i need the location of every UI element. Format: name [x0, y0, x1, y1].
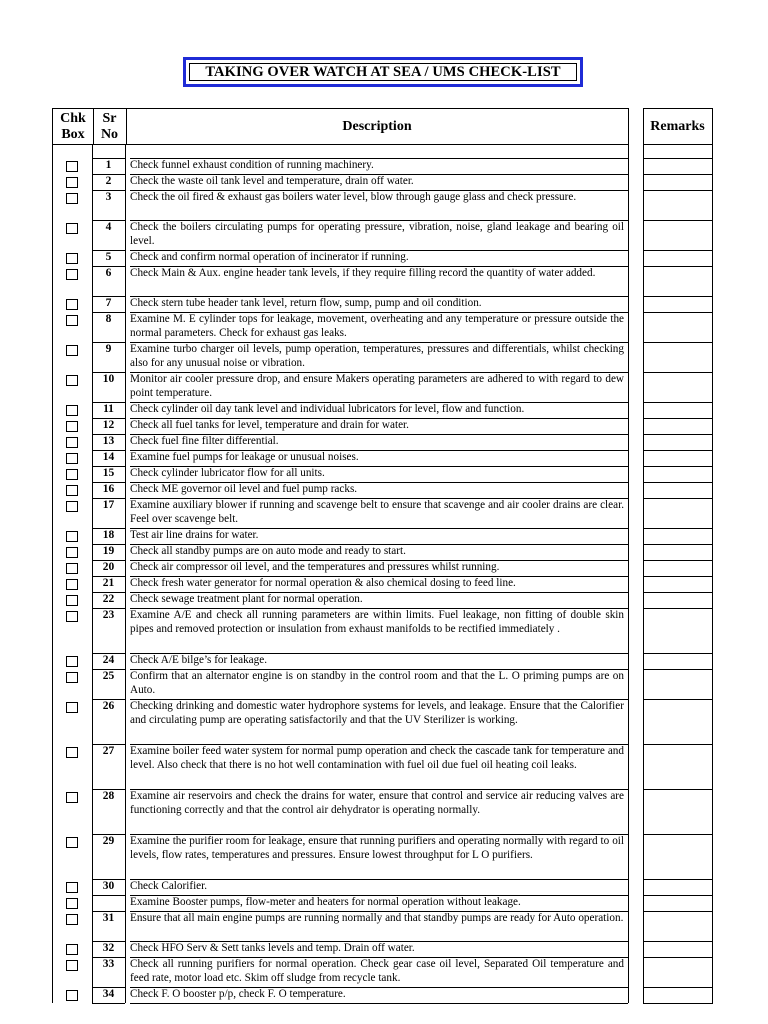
- table-row: [52, 342, 628, 372]
- table-row: [52, 834, 628, 879]
- table-row: [52, 296, 628, 312]
- checkbox[interactable]: [66, 501, 78, 512]
- table-row: [52, 220, 628, 250]
- row-description: Check Main & Aux. engine header tank levels, if they require filling record the quantity of water added.: [130, 267, 596, 279]
- table-row: [52, 789, 628, 834]
- table-row: [52, 576, 628, 592]
- row-description: Check A/E bilge’s for leakage.: [130, 654, 268, 666]
- serial-number: 15: [102, 467, 115, 479]
- row-description: Check and confirm normal operation of incinerator if running.: [130, 251, 409, 263]
- table-row: [52, 987, 628, 1003]
- table-row: [52, 158, 628, 174]
- table-row: [52, 560, 628, 576]
- row-description: Examine air reservoirs and check the drains for water, ensure that control and service air reducing valves are functioning correctly and that the control air dehydrator is operating normally.: [130, 790, 624, 816]
- header-description: Description: [342, 119, 412, 134]
- row-description: Check all fuel tanks for level, temperature and drain for water.: [130, 419, 409, 431]
- title-box: [183, 57, 583, 87]
- remarks-row-divider: [643, 560, 713, 561]
- row-description: Check cylinder lubricator flow for all units.: [130, 467, 325, 479]
- remarks-row-divider: [643, 911, 713, 912]
- remarks-row-divider: [643, 879, 713, 880]
- serial-number: 24: [102, 654, 115, 666]
- remarks-row-divider: [643, 466, 713, 467]
- checkbox[interactable]: [66, 193, 78, 204]
- serial-number: 29: [102, 835, 115, 847]
- row-description: Examine auxiliary blower if running and scavenge belt to ensure that scavenge and air cooler drains are clear. Feel over scavenge belt.: [130, 499, 624, 525]
- serial-number: [92, 895, 125, 896]
- row-description: Examine Booster pumps, flow-meter and heaters for normal operation without leakage.: [130, 896, 521, 908]
- table-row: [52, 434, 628, 450]
- checkbox[interactable]: [66, 837, 78, 848]
- remarks-row-divider: [643, 174, 713, 175]
- header-chk-box: Chk Box: [60, 111, 86, 142]
- table-row: [52, 744, 628, 789]
- remarks-row-divider: [643, 220, 713, 221]
- row-description: Check cylinder oil day tank level and individual lubricators for level, flow and function.: [130, 403, 525, 415]
- row-description: Monitor air cooler pressure drop, and ensure Makers operating parameters are adhered to with regard to dew point temperature.: [130, 373, 624, 399]
- table-row: [52, 250, 628, 266]
- remarks-row-divider: [643, 342, 713, 343]
- table-row: [52, 895, 628, 911]
- remarks-row-divider: [643, 498, 713, 499]
- table-row: [52, 402, 628, 418]
- table-header: [52, 108, 629, 145]
- row-divider: [130, 1003, 628, 1004]
- checkbox[interactable]: [66, 345, 78, 356]
- checkbox[interactable]: [66, 990, 78, 1001]
- checkbox[interactable]: [66, 547, 78, 558]
- row-description: Check funnel exhaust condition of running machinery.: [130, 159, 374, 171]
- row-description: Check fuel fine filter differential.: [130, 435, 279, 447]
- checkbox[interactable]: [66, 315, 78, 326]
- table-row: [52, 482, 628, 498]
- checkbox[interactable]: [66, 563, 78, 574]
- row-description: Examine boiler feed water system for normal pump operation and check the cascade tank for temperature and level. Also check that there is no hot well contamination with fuel oil due fuel oil heating coil leaks.: [130, 745, 624, 771]
- remarks-row-divider: [643, 434, 713, 435]
- remarks-column: [643, 144, 713, 1003]
- checkbox[interactable]: [66, 485, 78, 496]
- table-row: [52, 312, 628, 342]
- table-row: [52, 190, 628, 220]
- row-description: Check ME governor oil level and fuel pump racks.: [130, 483, 358, 495]
- remarks-row-divider: [643, 608, 713, 609]
- serial-number: 28: [102, 790, 115, 802]
- remarks-header: [643, 108, 713, 145]
- table-row: [52, 266, 628, 296]
- checkbox[interactable]: [66, 579, 78, 590]
- remarks-row-divider: [643, 576, 713, 577]
- row-description: Examine M. E cylinder tops for leakage, movement, overheating and any temperature or pressure outside the normal parameters. Check for exhaust gas leaks.: [130, 313, 624, 339]
- serial-number: 31: [102, 912, 115, 924]
- serial-number: 30: [102, 880, 115, 892]
- checkbox[interactable]: [66, 161, 78, 172]
- serial-number: 16: [102, 483, 115, 495]
- serial-number: 10: [102, 373, 115, 385]
- column-divider: [92, 144, 93, 1003]
- remarks-row-divider: [643, 987, 713, 988]
- row-description: Examine turbo charger oil levels, pump operation, temperatures, pressures and differentials, whilst checking also for any unusual noise or vibration.: [130, 343, 624, 369]
- row-description: Check the boilers circulating pumps for operating pressure, vibration, noise, gland leakage and bearing oil level.: [130, 221, 624, 247]
- row-description: Check the waste oil tank level and temperature, drain off water.: [130, 175, 414, 187]
- table-row: [52, 450, 628, 466]
- checkbox[interactable]: [66, 453, 78, 464]
- row-description: Check HFO Serv & Sett tanks levels and temp. Drain off water.: [130, 942, 415, 954]
- table-row: [52, 911, 628, 941]
- serial-number: 14: [102, 451, 115, 463]
- remarks-row-divider: [643, 941, 713, 942]
- checkbox[interactable]: [66, 672, 78, 683]
- serial-number: 4: [105, 221, 112, 233]
- row-description: Ensure that all main engine pumps are running normally and that standby pumps are ready for Auto operation.: [130, 912, 624, 924]
- remarks-row-divider: [643, 895, 713, 896]
- table-row: [52, 608, 628, 653]
- remarks-row-divider: [643, 669, 713, 670]
- row-description: Check Calorifier.: [130, 880, 208, 892]
- serial-number: 22: [102, 593, 115, 605]
- table-row: [52, 528, 628, 544]
- remarks-row-divider: [643, 1003, 713, 1004]
- serial-number: 7: [105, 297, 112, 309]
- checkbox[interactable]: [66, 960, 78, 971]
- table-row: [52, 498, 628, 528]
- checkbox[interactable]: [66, 375, 78, 386]
- remarks-row-divider: [643, 528, 713, 529]
- serial-number: 23: [102, 609, 115, 621]
- remarks-row-divider: [643, 372, 713, 373]
- checkbox[interactable]: [66, 531, 78, 542]
- table-row: [52, 957, 628, 987]
- serial-number: 11: [103, 403, 114, 415]
- remarks-row-divider: [643, 190, 713, 191]
- header-remarks: Remarks: [650, 119, 705, 134]
- checkbox[interactable]: [66, 269, 78, 280]
- remarks-row-divider: [643, 592, 713, 593]
- serial-number: 8: [105, 313, 112, 325]
- table-row: [52, 592, 628, 608]
- remarks-row-divider: [643, 158, 713, 159]
- serial-number: 6: [105, 267, 112, 279]
- table-row: [52, 699, 628, 744]
- checkbox[interactable]: [66, 223, 78, 234]
- checkbox[interactable]: [66, 437, 78, 448]
- table-row: [52, 544, 628, 560]
- checkbox[interactable]: [66, 405, 78, 416]
- remarks-row-divider: [643, 296, 713, 297]
- table-row: [52, 418, 628, 434]
- checkbox[interactable]: [66, 898, 78, 909]
- serial-number: 25: [102, 670, 115, 682]
- checkbox[interactable]: [66, 914, 78, 925]
- row-description: Check F. O booster p/p, check F. O temperature.: [130, 988, 346, 1000]
- table-row: [52, 669, 628, 699]
- table-row: [52, 879, 628, 895]
- row-description: Check fresh water generator for normal operation & also chemical dosing to feed line.: [130, 577, 516, 589]
- serial-number: 20: [102, 561, 115, 573]
- serial-number: 34: [102, 988, 115, 1000]
- remarks-row-divider: [643, 482, 713, 483]
- remarks-row-divider: [643, 266, 713, 267]
- row-description: Check air compressor oil level, and the temperatures and pressures whilst running.: [130, 561, 500, 573]
- remarks-row-divider: [643, 744, 713, 745]
- remarks-row-divider: [643, 957, 713, 958]
- row-description: Examine fuel pumps for leakage or unusual noises.: [130, 451, 359, 463]
- serial-number: 5: [105, 251, 112, 263]
- serial-number: 26: [102, 700, 115, 712]
- row-description: Check sewage treatment plant for normal operation.: [130, 593, 363, 605]
- page-title: TAKING OVER WATCH AT SEA / UMS CHECK-LIST: [205, 63, 561, 80]
- remarks-row-divider: [643, 402, 713, 403]
- checkbox[interactable]: [66, 253, 78, 264]
- table-row: [52, 653, 628, 669]
- serial-number: 1: [105, 159, 112, 171]
- remarks-row-divider: [643, 418, 713, 419]
- row-description: Test air line drains for water.: [130, 529, 259, 541]
- checkbox[interactable]: [66, 882, 78, 893]
- serial-number: 18: [102, 529, 115, 541]
- serial-number: 3: [105, 191, 112, 203]
- remarks-row-divider: [643, 834, 713, 835]
- column-divider: [125, 144, 126, 1003]
- row-description: Confirm that an alternator engine is on standby in the control room and that the L. O priming pumps are on Auto.: [130, 670, 624, 696]
- table-row: [52, 941, 628, 957]
- table-row: [52, 174, 628, 190]
- remarks-row-divider: [643, 789, 713, 790]
- row-description: Checking drinking and domestic water hydrophore systems for levels, and leakage. Ensure that the Calorifier and circulating pump are operating satisfactorily and that the UV Sterilizer is working.: [130, 700, 624, 726]
- serial-number: 17: [102, 499, 115, 511]
- checkbox[interactable]: [66, 747, 78, 758]
- serial-number: 33: [102, 958, 115, 970]
- remarks-row-divider: [643, 450, 713, 451]
- table-row: [52, 372, 628, 402]
- row-description: Check all running purifiers for normal operation. Check gear case oil level, Separated Oil temperature and feed rate, motor load etc. Skim off sludge from recycle tank.: [130, 958, 624, 984]
- serial-number: 32: [102, 942, 115, 954]
- checkbox[interactable]: [66, 944, 78, 955]
- checkbox[interactable]: [66, 299, 78, 310]
- remarks-row-divider: [643, 653, 713, 654]
- table-row: [52, 466, 628, 482]
- serial-number: 2: [105, 175, 112, 187]
- header-sr-no: Sr No: [100, 111, 119, 142]
- serial-number: 21: [102, 577, 115, 589]
- checkbox[interactable]: [66, 421, 78, 432]
- remarks-row-divider: [643, 544, 713, 545]
- remarks-row-divider: [643, 699, 713, 700]
- serial-number: 9: [105, 343, 112, 355]
- checkbox[interactable]: [66, 656, 78, 667]
- row-description: Check stern tube header tank level, return flow, sump, pump and oil condition.: [130, 297, 482, 309]
- row-description: Examine A/E and check all running parameters are within limits. Fuel leakage, non fitting of double skin pipes and removed protection or insulation from exhaust manifolds to be rectified immediately .: [130, 609, 624, 635]
- row-description: Check the oil fired & exhaust gas boilers water level, blow through gauge glass and check pressure.: [130, 191, 577, 203]
- checkbox[interactable]: [66, 469, 78, 480]
- serial-number: 12: [102, 419, 115, 431]
- row-description: Check all standby pumps are on auto mode and ready to start.: [130, 545, 406, 557]
- serial-number: 27: [102, 745, 115, 757]
- checkbox[interactable]: [66, 177, 78, 188]
- checkbox[interactable]: [66, 702, 78, 713]
- row-divider: [92, 1003, 125, 1004]
- remarks-row-divider: [643, 312, 713, 313]
- row-description: Examine the purifier room for leakage, ensure that running purifiers and operating normally with regard to oil levels, flow rates, temperatures and pressures. Ensure lowest throughput for L O purifiers.: [130, 835, 624, 861]
- checkbox[interactable]: [66, 792, 78, 803]
- checkbox[interactable]: [66, 595, 78, 606]
- checkbox[interactable]: [66, 611, 78, 622]
- serial-number: 13: [102, 435, 115, 447]
- remarks-row-divider: [643, 250, 713, 251]
- serial-number: 19: [102, 545, 115, 557]
